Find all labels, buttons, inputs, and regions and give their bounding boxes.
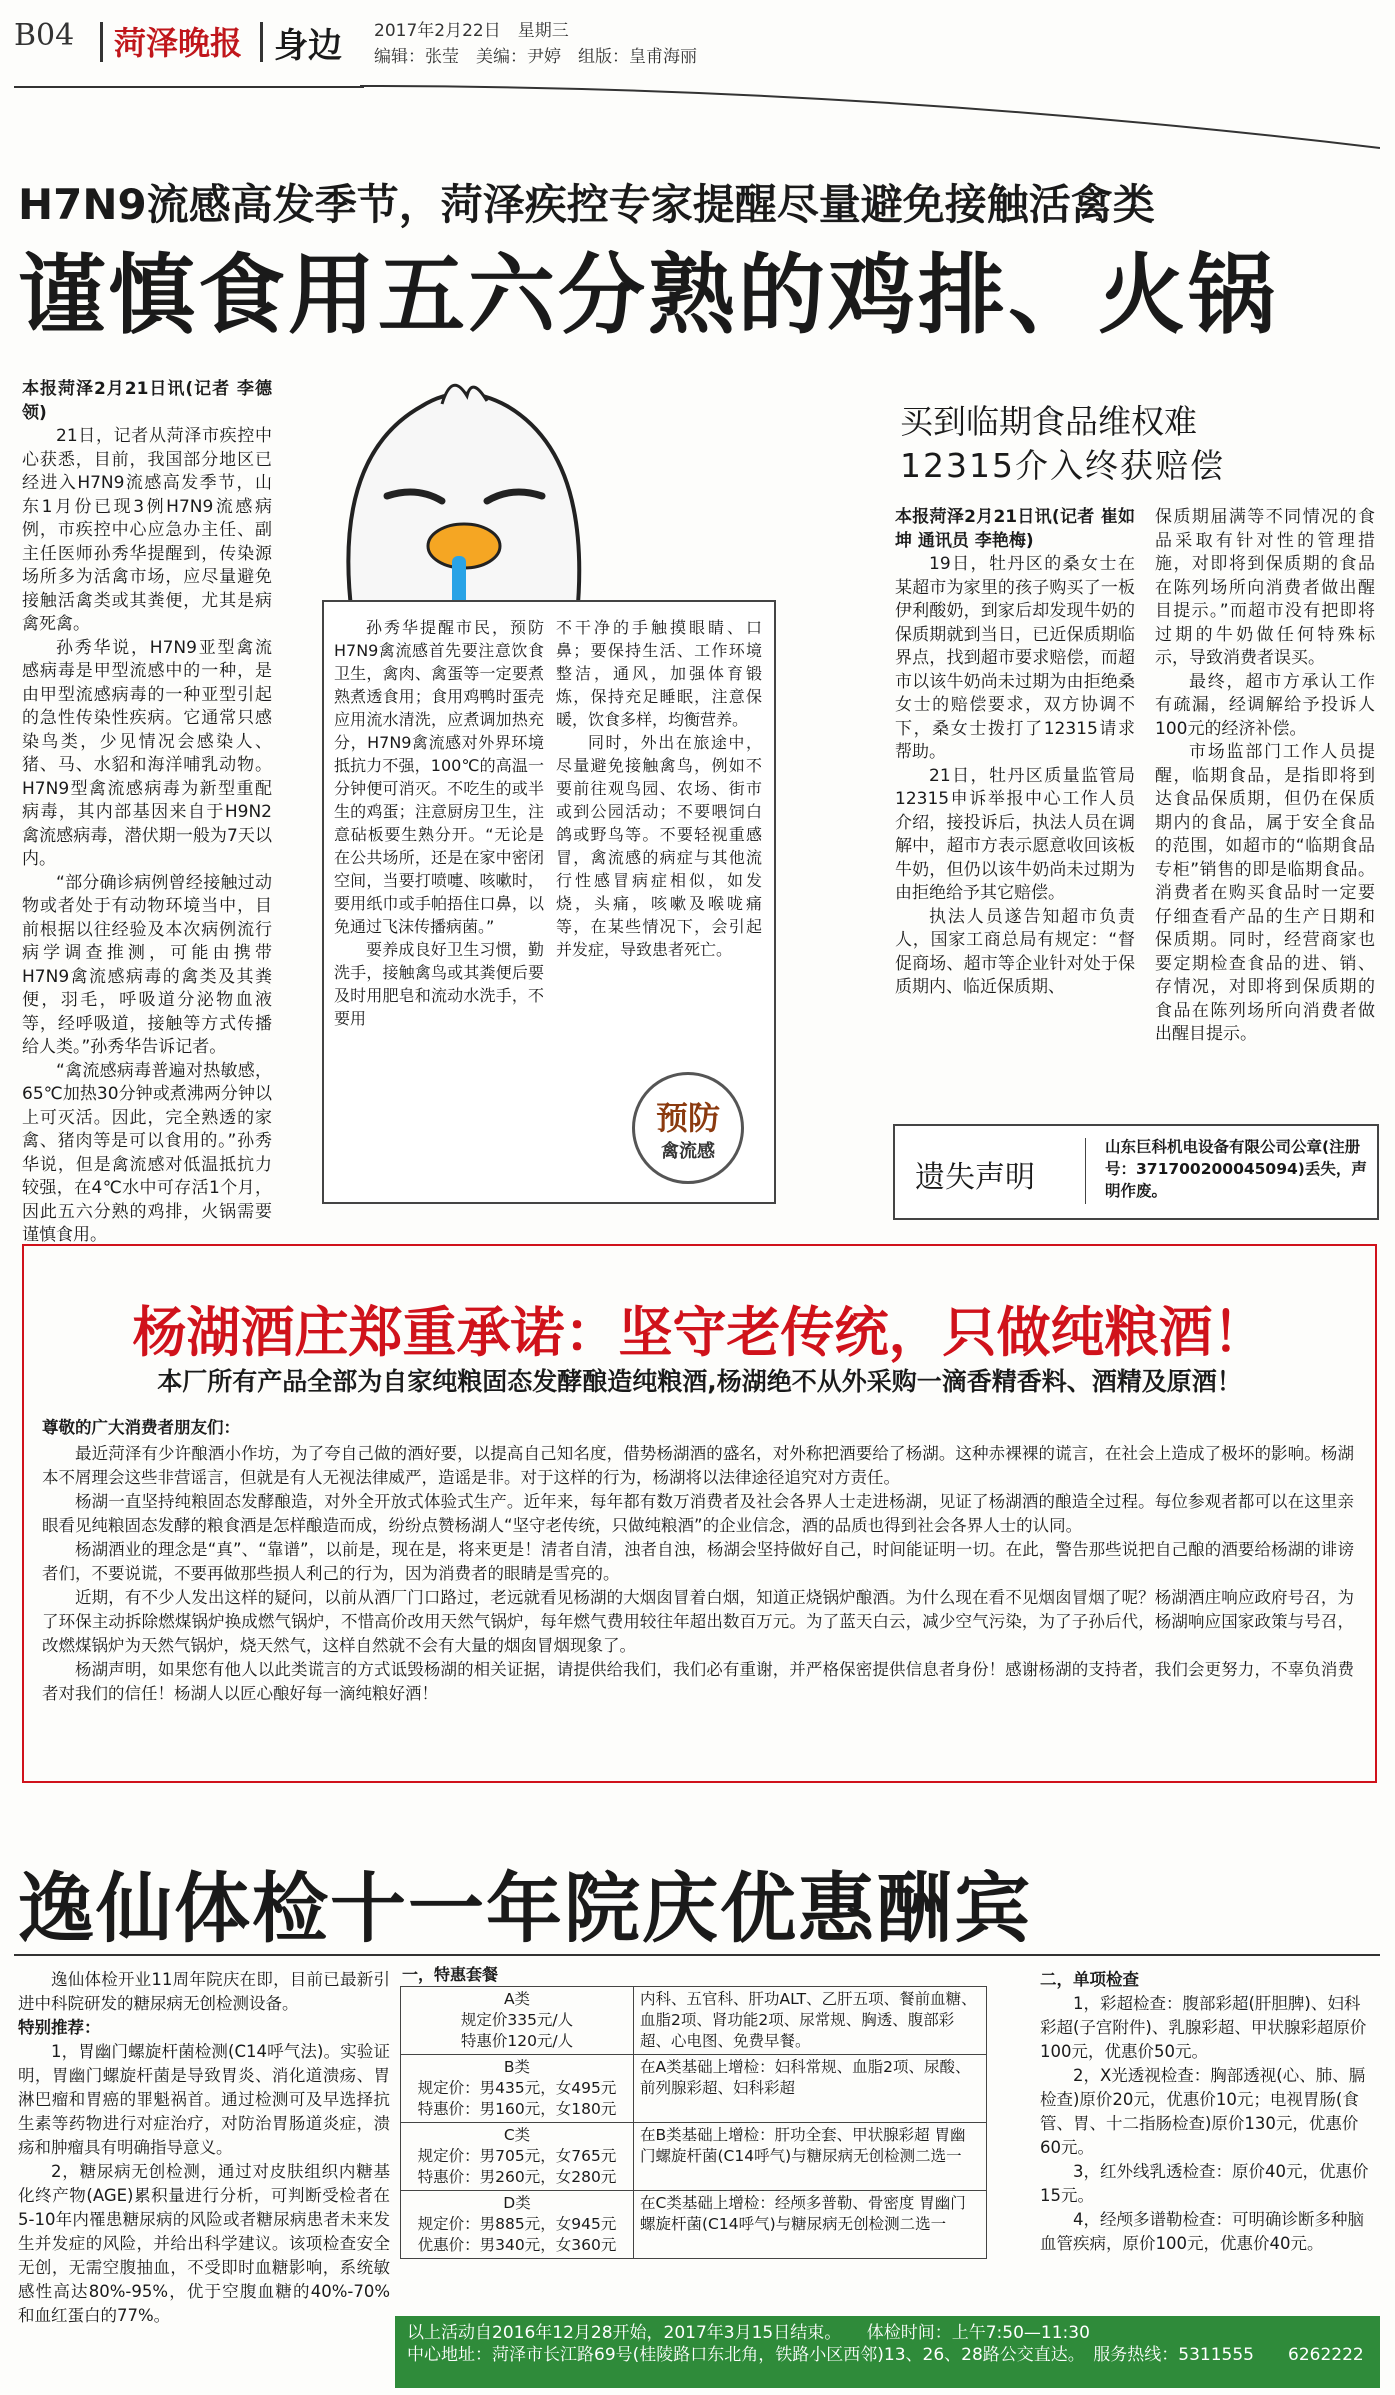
ad-title: 杨湖酒庄郑重承诺：坚守老传统，只做纯粮酒！ (132, 1301, 1267, 1364)
yanghu-winery-ad (22, 1244, 1377, 1783)
page-number: B04 (14, 18, 75, 53)
package-content: 在B类基础上增检：肝功全套、甲状腺彩超 胃幽门螺旋杆菌(C14呼气)与糖尿病无创检测二选一 (634, 2123, 987, 2191)
lost-notice-title: 遗失声明 (915, 1160, 1035, 1195)
story2-headline-1: 买到临期食品维权难 (900, 402, 1197, 441)
prevention-column-2 (556, 616, 762, 961)
prevention-paragraph: 孙秀华提醒市民，预防H7N9禽流感首先要注意饮食卫生，禽肉、禽蛋等一定要煮熟煮透食用；食用鸡鸭时蛋壳应用流水清洗，应煮调加热充分，H7N9禽流感对外界环境抵抗力不强，100℃的高温一分钟便可消灭。不吃生的或半生的鸡蛋；注意厨房卫生，注意砧板要生熟分开。“无论是在公共场所，还是在家中密闭空间，当要打喷嚏、咳嗽时，要用纸巾或手帕捂住口鼻，以免通过飞沫传播病菌。” (334, 618, 544, 936)
yixian-intro: 逸仙体检开业11周年院庆在即，目前已最新引进中科院研发的糖尿病无创检测设备。 (18, 1970, 390, 2013)
story2-dateline: 本报菏泽2月21日讯(记者 崔如坤 通讯员 李艳梅) (895, 507, 1135, 551)
story2-paragraph: 市场监部门工作人员提醒，临期食品，是指即将到达食品保质期，但仍在保质期内的食品，属于安全食品的范围，如超市的“临期食品专柜”销售的即是临期食品。消费者在购买食品时一定要仔细查看产品的生产日期和保质期。同时，经营商家也要定期检查食品的进、销、存情况，对即将到保质期的食品在陈列场所向消费者做出醒目提示。 (1155, 742, 1375, 1044)
lost-notice-text: 山东巨科机电设备有限公司公章(注册号：371700200045094)丢失，声明作废。 (1105, 1138, 1367, 1200)
package-price: 规定价：男885元，女945元 (417, 2215, 617, 2233)
single-title: 二，单项检查 (1040, 1970, 1139, 1989)
packages-table-wrap (400, 1986, 987, 2259)
header-swoosh (360, 78, 1380, 156)
packages-title: 一，特惠套餐 (402, 1965, 499, 1984)
yixian-rule (14, 1954, 1380, 1956)
package-price: 特惠价：男260元，女280元 (417, 2168, 617, 2186)
single-items-column (1040, 1968, 1370, 2256)
package-name: B类 (503, 2058, 531, 2076)
lead-paragraph: 孙秀华说，H7N9亚型禽流感病毒是甲型流感中的一种，是由甲型流感病毒的一种亚型引起的急性传染性疾病。它通常只感染鸟类，少见情况会感染人、猪、马、水貂和海洋哺乳动物。H7N9型禽流感病毒为新型重配病毒，其内部基因来自于H9N2禽流感病毒，潜伏期一般为7天以内。 (22, 637, 272, 869)
prevention-paragraph: 不干净的手触摸眼睛、口鼻；要保持生活、工作环境整洁，通风，加强体育锻炼，保持充足睡眠，注意保暖，饮食多样，均衡营养。 (556, 618, 762, 729)
package-content: 在C类基础上增检：经颅多普勒、骨密度 胃幽门螺旋杆菌(C14呼气)与糖尿病无创检测二选一 (634, 2191, 987, 2259)
ad-paragraph: 杨湖酒业的理念是“真”、“靠谱”，以前是，现在是，将来更是！清者自清，浊者自浊，杨湖会坚持做好自己，时间能证明一切。在此，警告那些说把自己酿的酒要给杨湖的诽谤者们，不要说谎，不要再做那些损人利己的行为，因为消费者的眼睛是雪亮的。 (42, 1540, 1354, 1583)
package-price-cell (401, 1987, 634, 2055)
ad-salutation: 尊敬的广大消费者朋友们： (42, 1418, 240, 1437)
package-price: 特惠价：男160元，女180元 (417, 2100, 617, 2118)
prevention-paragraph: 同时，外出在旅途中，尽量避免接触禽鸟，例如不要前往观鸟园、农场、街市或到公园活动；不要喂饲白鸽或野鸟等。不要轻视重感冒，禽流感的病症与其他流行性感冒病症相似，如发烧，头痛，咳嗽及喉咙痛等，在某些情况下，会引起并发症，导致患者死亡。 (556, 733, 762, 959)
package-row (401, 2191, 987, 2259)
badge-subtitle: 禽流感 (661, 1141, 715, 1162)
package-row (401, 2055, 987, 2123)
page-header (14, 14, 1380, 72)
package-price: 规定价：男705元，女765元 (417, 2147, 617, 2165)
ad-paragraph: 杨湖一直坚持纯粮固态发酵酿造，对外全开放式体验式生产。近年来，每年都有数万消费者及社会各界人士走进杨湖，见证了杨湖酒的酿造全过程。每位参观者都可以在这里亲眼看见纯粮固态发酵的粮食酒是怎样酿造而成，纷纷点赞杨湖人“坚守老传统，只做纯粮酒”的企业信念，酒的品质也得到社会各界人士的认同。 (42, 1492, 1354, 1535)
package-name: A类 (503, 1990, 531, 2008)
package-content: 内科、五官科、肝功ALT、乙肝五项、餐前血糖、血脂2项、肾功能2项、尿常规、胸透、腹部彩超、心电图、免费早餐。 (634, 1987, 987, 2055)
header-divider (260, 22, 263, 62)
lead-paragraph: 21日，记者从菏泽市疾控中心获悉，目前，我国部分地区已经进入H7N9流感高发季节，山东1月份已现3例H7N9流感病例，市疾控中心应急办主任、副主任医师孙秀华提醒到，传染源场所多为活禽市场，应尽量避免接触活禽类或其粪便，尤其是病禽死禽。 (22, 426, 272, 634)
lead-paragraph: “部分确诊病例曾经接触过动物或者处于有动物环境当中，目前根据以往经验及本次病例流行病学调查推测，可能由携带H7N9禽流感病毒的禽类及其粪便，羽毛，呼吸道分泌物血液等，经呼吸道，接触等方式传播给人类。”孙秀华告诉记者。 (22, 872, 272, 1057)
ad-paragraph: 近期，有不少人发出这样的疑问，以前从酒厂门口路过，老远就看见杨湖的大烟囱冒着白烟，知道正烧锅炉酿酒。为什么现在看不见烟囱冒烟了呢？杨湖酒庄响应政府号召，为了环保主动拆除燃煤锅炉换成燃气锅炉，不惜高价改用天然气锅炉，每年燃气费用较往年超出数百万元。为了蓝天白云，减少空气污染，为了子孙后代，杨湖响应国家政策与号召，改燃煤锅炉为天然气锅炉，烧天然气，这样自然就不会有大量的烟囱冒烟现象了。 (42, 1588, 1354, 1655)
issue-date: 2017年2月22日 星期三 (374, 21, 569, 41)
story2-paragraph: 最终，超市方承认工作有疏漏，经调解给予投诉人100元的经济补偿。 (1155, 671, 1375, 739)
editor-credits: 编辑：张莹 美编：尹婷 组版：皇甫海丽 (374, 47, 697, 67)
header-rule (14, 86, 364, 88)
package-row (401, 2123, 987, 2191)
footer-dates: 以上活动自2016年12月28开始，2017年3月15日结束。 体检时间：上午7:50—11:30 (407, 2323, 1090, 2343)
package-row (401, 1987, 987, 2055)
lead-kicker: H7N9流感高发季节，菏泽疾控专家提醒尽量避免接触活禽类 (18, 180, 1155, 229)
package-price: 规定价：男435元，女495元 (417, 2079, 617, 2097)
special-item: 2，糖尿病无创检测，通过对皮肤组织内糖基化终产物(AGE)累积量进行分析，可判断受检者在5-10年内罹患糖尿病的风险或者糖尿病患者未来发生并发症的风险，并给出科学建议。该项检查安全无创，无需空腹抽血，不受即时血糖影响，系统敏感性高达80%-95%，优于空腹血糖的40%-70%和血红蛋白的77%。 (18, 2162, 390, 2325)
footer-address: 中心地址：菏泽市长江路69号(桂陵路口东北角，铁路小区西邻)13、26、28路公交直达。 服务热线：5311555 6262222 (407, 2345, 1364, 2365)
package-price-cell (401, 2055, 634, 2123)
section-title: 身边 (274, 26, 342, 66)
single-item: 3，红外线乳透检查：原价40元，优惠价15元。 (1040, 2162, 1369, 2205)
story2-headline-2: 12315介入终获赔偿 (900, 446, 1225, 485)
ad-subtitle: 本厂所有产品全部为自家纯粮固态发酵酿造纯粮酒,杨湖绝不从外采购一滴香精香料、酒精及原酒！ (157, 1367, 1242, 1396)
lead-column-1 (22, 378, 272, 1248)
package-name: D类 (503, 2194, 531, 2212)
package-price: 优惠价：男340元，女360元 (417, 2236, 617, 2254)
lead-paragraph: “禽流感病毒普遍对热敏感，65℃加热30分钟或煮沸两分钟以上可灭活。因此，完全熟透的家禽、猪肉等是可以食用的。”孙秀华说，但是禽流感对低温抵抗力较强，在4℃水中可存活1个月，因此五六分熟的鸡排，火锅需要谨慎食用。 (22, 1060, 272, 1245)
package-name: C类 (503, 2126, 531, 2144)
special-item: 1，胃幽门螺旋杆菌检测(C14呼气法)。实验证明，胃幽门螺旋杆菌是导致胃炎、消化道溃疡、胃淋巴瘤和胃癌的罪魁祸首。通过检测可及早选择抗生素等药物进行对症治疗，对防治胃肠道炎症，溃疡和肿瘤具有明确指导意义。 (18, 2042, 390, 2157)
story2-paragraph: 执法人员遂告知超市负责人，国家工商总局有规定：“督促商场、超市等企业针对处于保质期内、临近保质期、 (895, 906, 1135, 997)
packages-table (400, 1986, 987, 2259)
prevention-paragraph: 要养成良好卫生习惯，勤洗手，接触禽鸟或其粪便后要及时用肥皂和流动水洗手，不要用 (334, 940, 544, 1028)
prevention-column-1 (334, 616, 544, 1030)
prevention-box (322, 600, 776, 1204)
package-price: 特惠价120元/人 (460, 2032, 574, 2050)
ad-paragraph: 最近菏泽有少许酿酒小作坊，为了夸自己做的酒好要，以提高自己知名度，借势杨湖酒的盛名，对外称把酒要给了杨湖。这种赤裸裸的谎言，在社会上造成了极坏的影响。杨湖本不屑理会这些非营谣言，但就是有人无视法律威严，造谣是非。对于这样的行为，杨湖将以法律途径追究对方责任。 (42, 1444, 1354, 1487)
story2-column-2 (1155, 506, 1375, 1047)
package-price: 规定价335元/人 (460, 2011, 574, 2029)
story2-column-1 (895, 506, 1135, 1000)
prevention-badge (632, 1072, 744, 1184)
newspaper-masthead: 菏泽晚报 (114, 24, 243, 62)
yixian-footer-bar (395, 2316, 1380, 2388)
single-item: 4，经颅多谱勒检查：可明确诊断多种脑血管疾病，原价100元，优惠价40元。 (1040, 2210, 1364, 2253)
lead-dateline: 本报菏泽2月21日讯(记者 李德领) (22, 379, 272, 423)
yixian-intro-column (18, 1968, 390, 2328)
ad-body (42, 1416, 1354, 1706)
package-price-cell (401, 2123, 634, 2191)
yixian-headline: 逸仙体检十一年院庆优惠酬宾 (18, 1864, 1032, 1953)
ad-paragraph: 杨湖声明，如果您有他人以此类谎言的方式诋毁杨湖的相关证据，请提供给我们，我们必有重谢，并严格保密提供信息者身份！感谢杨湖的支持者，我们会更努力，不辜负消费者对我们的信任！杨湖人以匠心酿好每一滴纯粮好酒！ (42, 1660, 1354, 1703)
story2-paragraph: 19日，牡丹区的桑女士在某超市为家里的孩子购买了一板伊利酸奶，到家后却发现牛奶的保质期就到当日，已近保质期临界点，找到超市要求赔偿，而超市以该牛奶尚未过期为由拒绝桑女士的赔偿要求，双方协调不下，桑女士拨打了12315请求帮助。 (895, 554, 1135, 762)
single-item: 2，X光透视检查：胸部透视(心、肺、膈检查)原价20元，优惠价10元；电视胃肠(食管、胃、十二指肠检查)原价130元，优惠价60元。 (1040, 2066, 1366, 2157)
header-divider (100, 22, 103, 62)
crying-chick-illustration (292, 366, 632, 621)
lost-notice (893, 1124, 1379, 1220)
special-label: 特别推荐： (18, 2018, 101, 2037)
story2-paragraph: 21日，牡丹区质量监管局12315申诉举报中心工作人员介绍，接投诉后，执法人员在调解中，超市方表示愿意收回该板牛奶，但仍以该牛奶尚未过期为由拒绝给予其它赔偿。 (895, 765, 1135, 903)
single-item: 1，彩超检查：腹部彩超(肝胆脾)、妇科彩超(子宫附件)、乳腺彩超、甲状腺彩超原价100元，优惠价50元。 (1040, 1994, 1367, 2061)
package-content: 在A类基础上增检：妇科常规、血脂2项、尿酸、前列腺彩超、妇科彩超 (634, 2055, 987, 2123)
package-price-cell (401, 2191, 634, 2259)
badge-title: 预防 (655, 1099, 720, 1137)
lead-headline: 谨慎食用五六分熟的鸡排、火锅 (18, 244, 1278, 346)
story2-paragraph: 保质期届满等不同情况的食品采取有针对性的管理措施，对即将到保质期的食品在陈列场所向消费者做出醒目提示。”而超市没有把即将过期的牛奶做任何特殊标示，导致消费者误买。 (1155, 507, 1375, 668)
